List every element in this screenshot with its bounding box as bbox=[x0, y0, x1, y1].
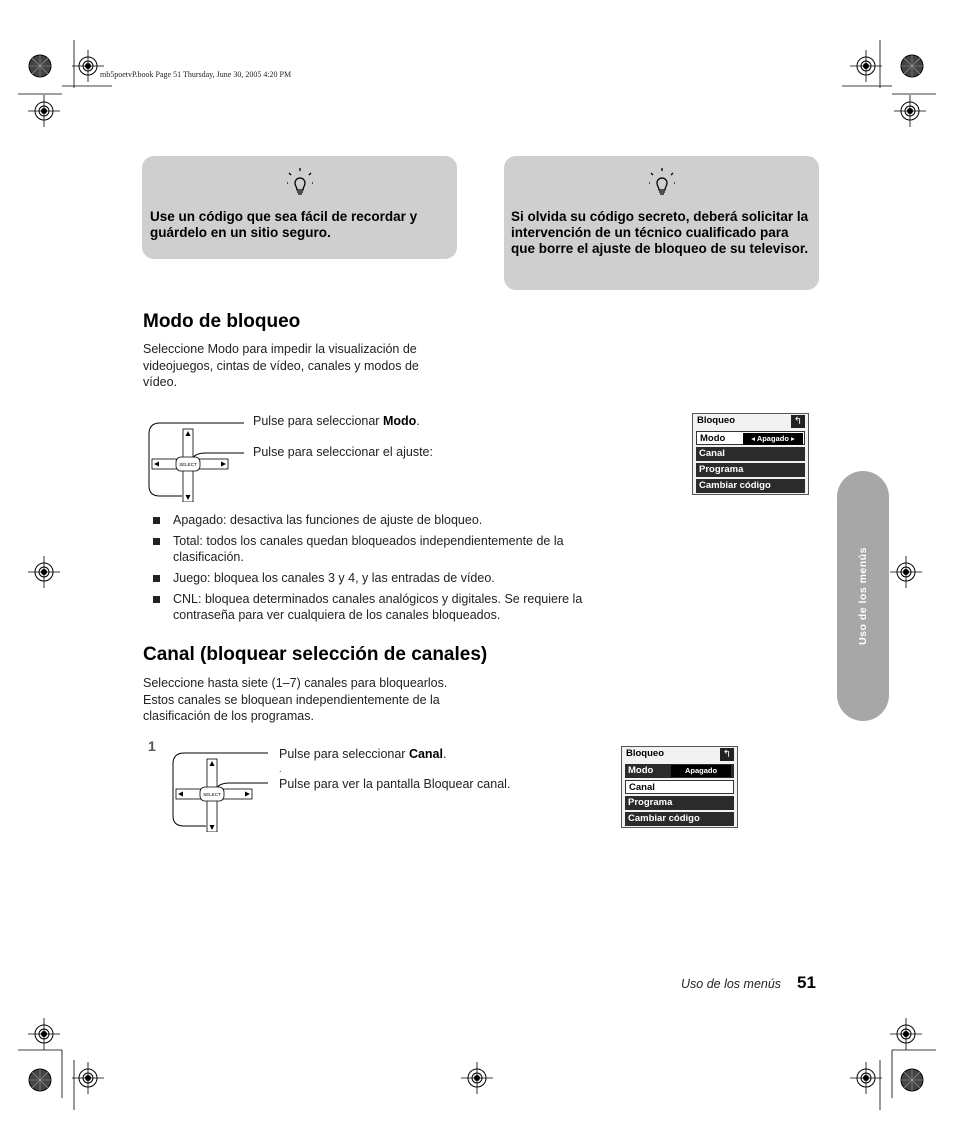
step-number: 1 bbox=[148, 738, 156, 754]
section-intro-modo: Seleccione Modo para impedir la visualización de videojuegos, cintas de vídeo, canales y modos de vídeo. bbox=[143, 342, 419, 389]
lightbulb-icon bbox=[287, 168, 313, 198]
page-number: 51 bbox=[797, 973, 816, 992]
file-info: mb5poetvP.book Page 51 Thursday, June 30, 2005 4:20 PM bbox=[100, 70, 292, 79]
caption-select-canal: Pulse para seleccionar Canal. bbox=[279, 747, 447, 761]
modo-value: ◂ Apagado ▸ bbox=[743, 433, 803, 445]
footer-section-name: Uso de los menús bbox=[681, 977, 782, 991]
menu-item-cambiar-codigo: Cambiar código bbox=[625, 812, 734, 826]
section-intro-canal: Seleccione hasta siete (1–7) canales para bloquearlos. Estos canales se bloquean independientemente de la clasificación de los programas. bbox=[143, 676, 448, 723]
menu-item-canal: Canal bbox=[696, 447, 805, 461]
menu-item-programa: Programa bbox=[696, 463, 805, 477]
chapter-side-tab bbox=[837, 471, 889, 721]
menu-item-canal: Canal bbox=[625, 780, 734, 794]
menu-item-cambiar-codigo: Cambiar código bbox=[696, 479, 805, 493]
select-label: SELECT bbox=[203, 792, 221, 797]
tip-box-2 bbox=[504, 156, 819, 290]
menu-title: Bloqueo bbox=[697, 415, 735, 426]
tip-text-1: Use un código que sea fácil de recordar y guárdelo en un sitio seguro. bbox=[150, 209, 418, 240]
menu-item-modo: Modo ◂ Apagado ▸ bbox=[696, 431, 805, 445]
menu-item-modo: Modo Apagado bbox=[625, 764, 734, 778]
menu-item-programa: Programa bbox=[625, 796, 734, 810]
remote-dpad-diagram bbox=[170, 750, 270, 832]
remote-dpad-diagram bbox=[146, 420, 246, 502]
tv-menu-bloqueo-canal bbox=[621, 746, 738, 828]
caption-open-lock-channel: Pulse para ver la pantalla Bloquear canal. bbox=[279, 777, 511, 791]
list-item: CNL: bloquea determinados canales analógicos y digitales. Se requiere la contraseña para ver cualquiera de los canales bloqueados. bbox=[143, 591, 613, 623]
list-item: Total: todos los canales quedan bloqueados independientemente de la clasificación. bbox=[143, 533, 613, 565]
section-heading-modo: Modo de bloqueo bbox=[143, 311, 301, 332]
select-label: SELECT bbox=[179, 462, 197, 467]
return-arrow-icon: ↰ bbox=[720, 748, 734, 761]
list-item: Juego: bloquea los canales 3 y 4, y las entradas de vídeo. bbox=[143, 570, 613, 586]
modo-value: Apagado bbox=[671, 765, 731, 777]
tip-text-2: Si olvida su código secreto, deberá solicitar la intervención de un técnico cualificado para que borre el ajuste de bloqueo de su televisor. bbox=[511, 209, 809, 256]
section-heading-canal: Canal (bloquear selección de canales) bbox=[143, 644, 488, 665]
list-item: Apagado: desactiva las funciones de ajuste de bloqueo. bbox=[143, 512, 613, 528]
modo-options-list bbox=[143, 512, 613, 628]
side-tab-label: Uso de los menús bbox=[857, 547, 869, 645]
caption-dot: . bbox=[279, 764, 282, 774]
tip-box-1 bbox=[142, 156, 457, 259]
caption-select-modo: Pulse para seleccionar Modo. bbox=[253, 414, 420, 428]
tv-menu-bloqueo-modo bbox=[692, 413, 809, 495]
caption-select-setting: Pulse para seleccionar el ajuste: bbox=[253, 445, 433, 459]
return-arrow-icon: ↰ bbox=[791, 415, 805, 428]
lightbulb-icon bbox=[649, 168, 675, 198]
menu-title: Bloqueo bbox=[626, 748, 664, 759]
